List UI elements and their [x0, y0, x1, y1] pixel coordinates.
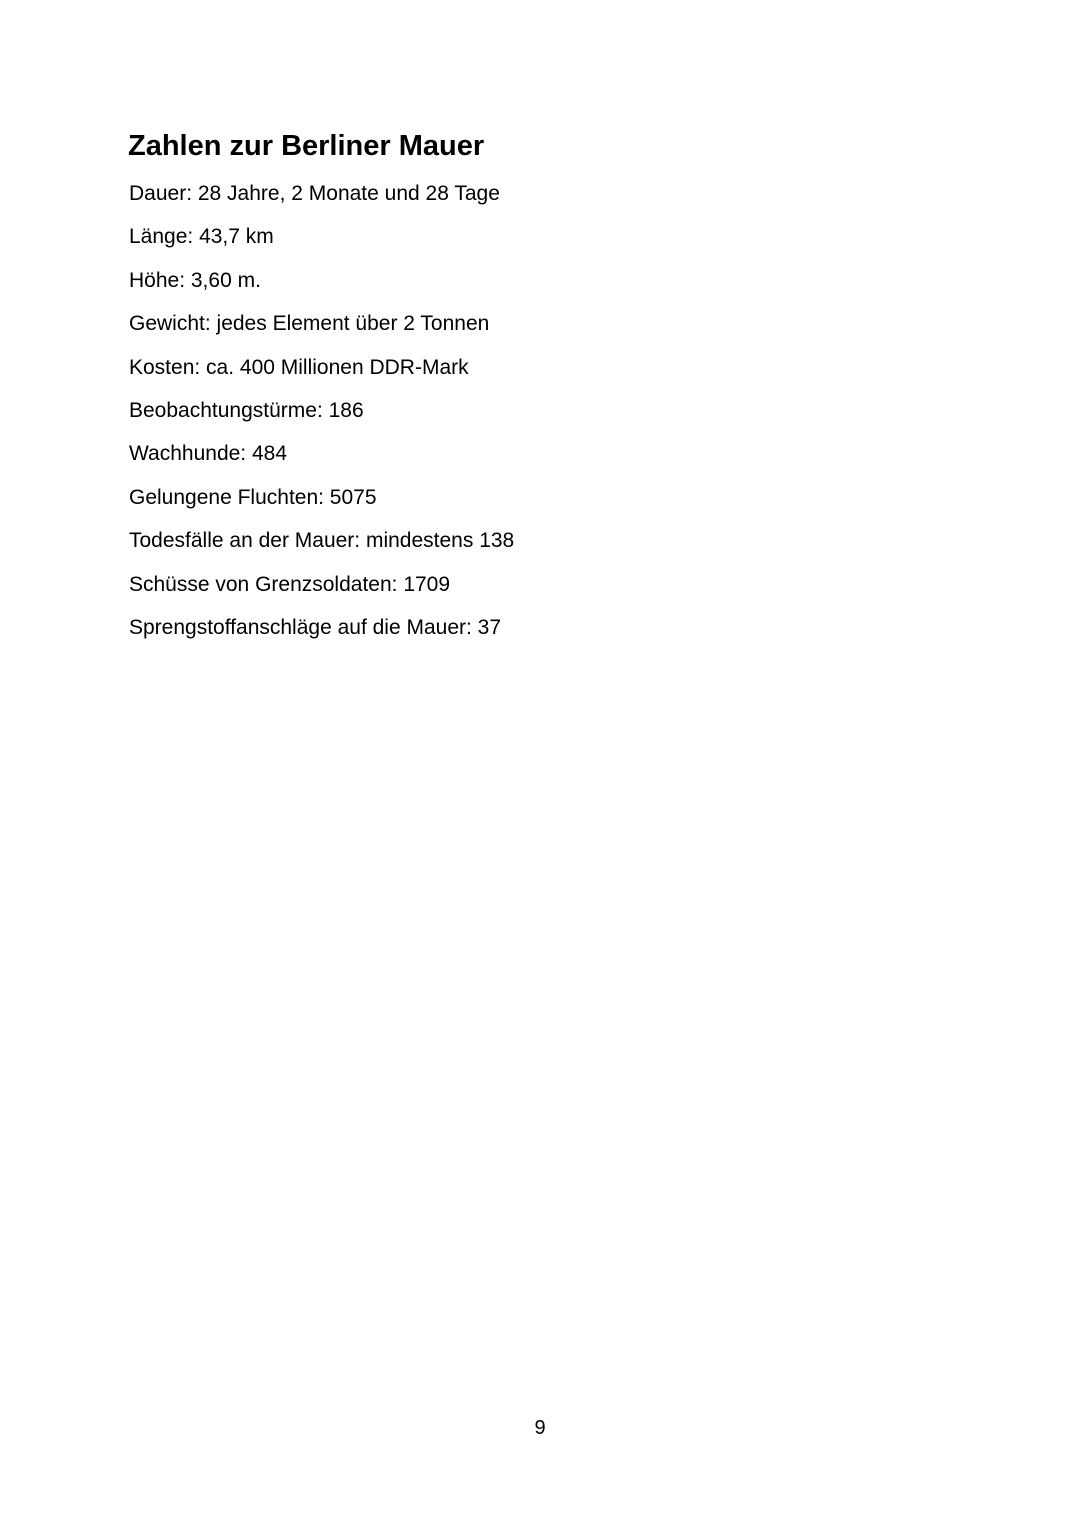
fact-watchtowers: Beobachtungstürme: 186	[129, 398, 364, 422]
fact-length: Länge: 43,7 km	[129, 225, 274, 249]
facts-list	[129, 176, 514, 653]
fact-duration: Dauer: 28 Jahre, 2 Monate und 28 Tage	[129, 182, 500, 205]
fact-successful-escapes: Gelungene Fluchten: 5075	[129, 485, 377, 509]
fact-guard-dogs: Wachhunde: 484	[129, 442, 288, 466]
fact-shots: Schüsse von Grenzsoldaten: 1709	[129, 572, 451, 596]
fact-weight: Gewicht: jedes Element über 2 Tonnen	[129, 312, 490, 336]
page-number: 9	[534, 1417, 546, 1439]
fact-explosive-attacks: Sprengstoffanschläge auf die Mauer: 37	[129, 615, 502, 639]
fact-height: Höhe: 3,60 m.	[129, 268, 261, 292]
fact-cost: Kosten: ca. 400 Millionen DDR-Mark	[129, 355, 469, 379]
page-title: Zahlen zur Berliner Mauer	[128, 130, 485, 162]
fact-deaths: Todesfälle an der Mauer: mindestens 138	[129, 529, 515, 553]
